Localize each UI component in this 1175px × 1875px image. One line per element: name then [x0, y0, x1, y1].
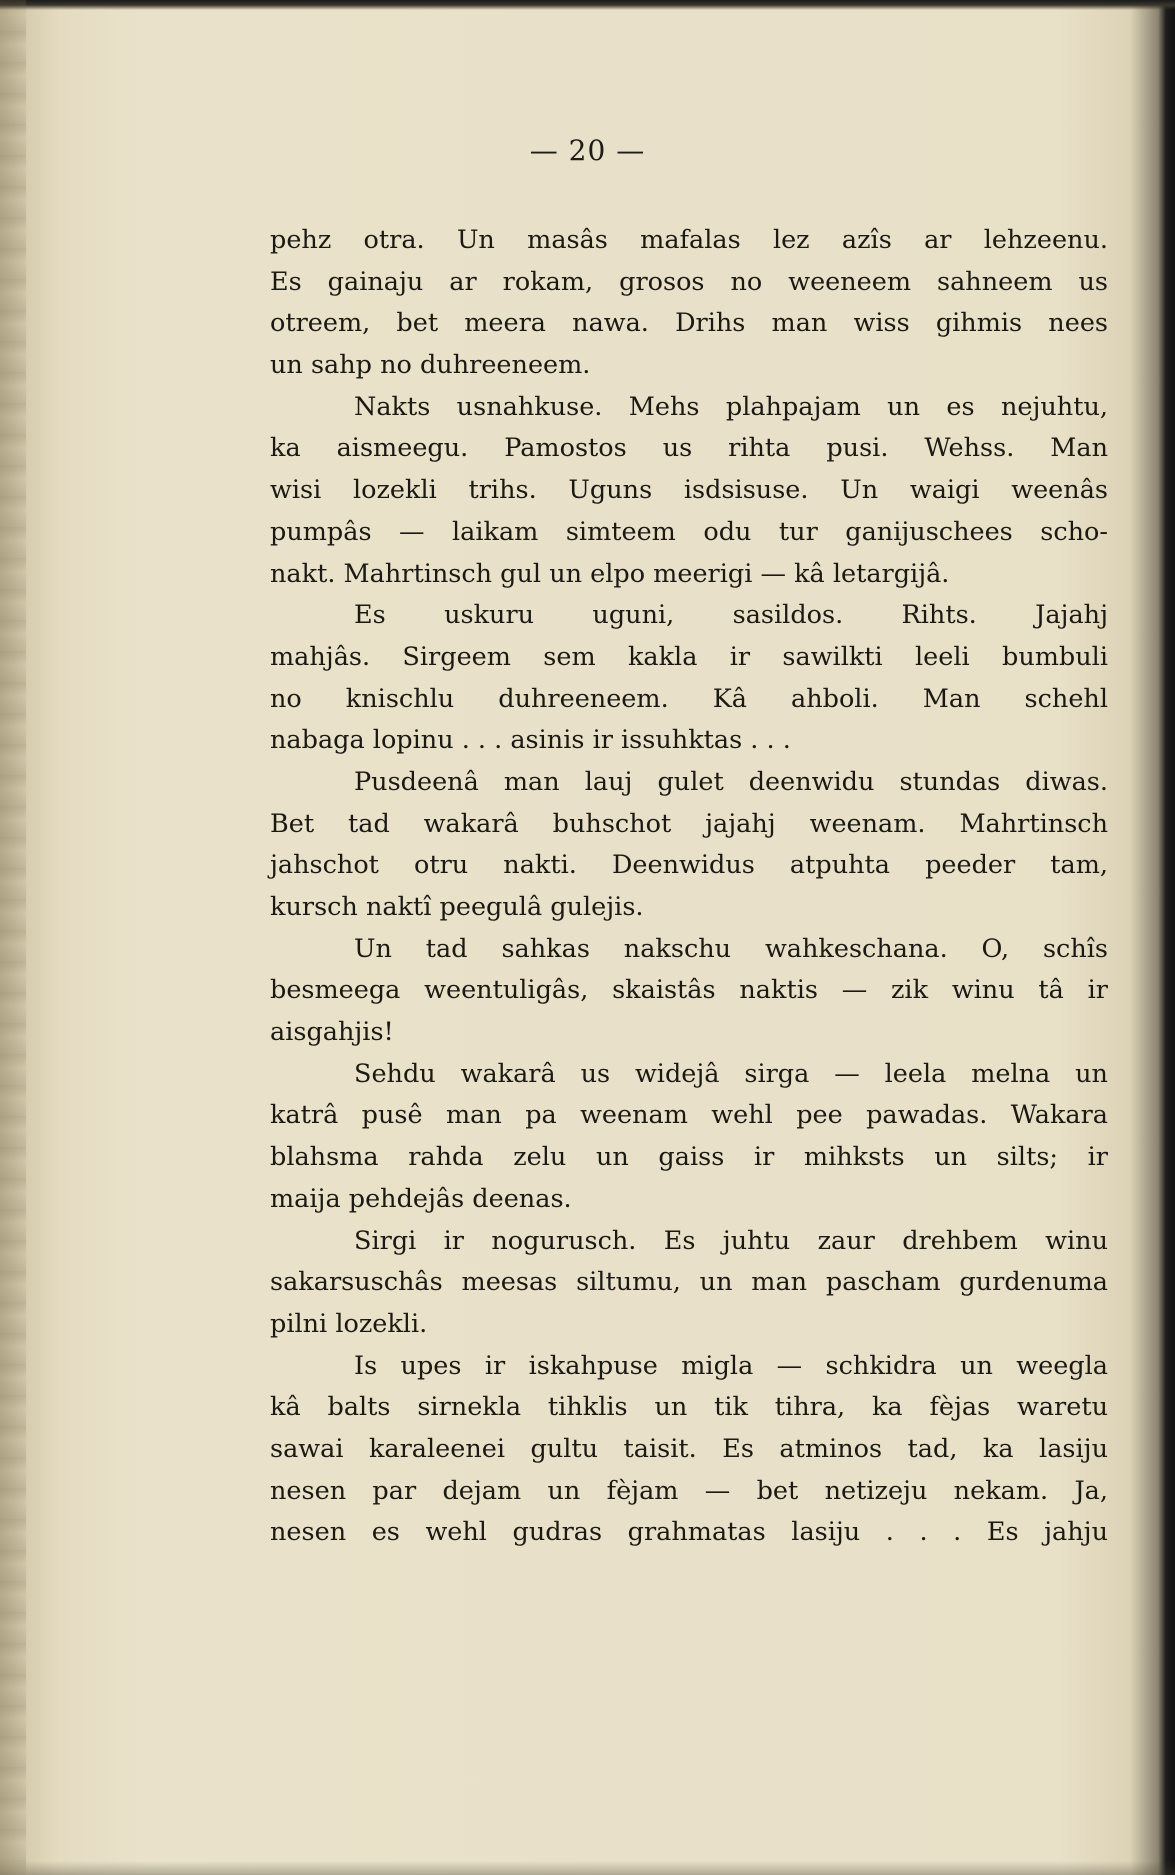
text-line: pilni lozekli.: [270, 1308, 428, 1339]
page-number: — 20 —: [529, 134, 646, 167]
text-line: Sehdu wakarâ us widejâ sirga — leela melna un: [354, 1058, 1108, 1089]
text-line: un sahp no duhreeneem.: [270, 350, 591, 381]
text-line: kursch naktî peegulâ gulejis.: [270, 892, 644, 922]
paragraph: [270, 220, 1108, 387]
paragraph: [270, 1054, 1108, 1221]
text-line: nabaga lopinu . . . asinis ir issuhktas . . .: [270, 725, 791, 756]
text-line: Es gainaju ar rokam, grosos no weeneem sahneem us: [270, 266, 1108, 297]
text-line: besmeega weentuligâs, skaistâs naktis — zik winu tâ ir: [270, 975, 1108, 1006]
paragraph: [270, 1346, 1108, 1554]
text-line: blahsma rahda zelu un gaiss ir mihksts un silts; ir: [270, 1142, 1108, 1173]
text-line: jahschot otru nakti. Deenwidus atpuhta peeder tam,: [270, 850, 1108, 881]
text-line: nakt. Mahrtinsch gul un elpo meerigi — kâ letargijâ.: [270, 558, 950, 589]
text-line: wisi lozekli trihs. Uguns isdsisuse. Un waigi weenâs: [270, 475, 1108, 506]
text-line: no knischlu duhreeneem. Kâ ahboli. Man schehl: [270, 683, 1108, 714]
body-text: [270, 220, 1108, 1554]
text-line: nesen par dejam un fèjam — bet netizeju nekam. Ja,: [270, 1475, 1108, 1506]
text-line: Nakts usnahkuse. Mehs plahpajam un es nejuhtu,: [354, 391, 1108, 422]
text-line: maija pehdejâs deenas.: [270, 1183, 572, 1214]
paragraph: [270, 1221, 1108, 1346]
text-line: sakarsuschâs meesas siltumu, un man pascham gurdenuma: [270, 1267, 1108, 1298]
paragraph: [270, 387, 1108, 595]
text-line: Bet tad wakarâ buhschot jajahj weenam. Mahrtinsch: [270, 808, 1108, 839]
text-line: pehz otra. Un masâs mafalas lez azîs ar lehzeenu.: [270, 225, 1108, 255]
text-line: aisgahjis!: [270, 1017, 394, 1048]
text-line: ka aismeegu. Pamostos us rihta pusi. Wehss. Man: [270, 433, 1108, 464]
paragraph: [270, 595, 1108, 762]
text-line: sawai karaleenei gultu taisit. Es atminos tad, ka lasiju: [270, 1433, 1108, 1464]
paragraph: [270, 762, 1108, 929]
text-line: Is upes ir iskahpuse migla — schkidra un weegla: [354, 1350, 1108, 1381]
page-bottom-shadow: [0, 1861, 1175, 1875]
page-left-wear: [0, 0, 26, 1875]
text-line: pumpâs — laikam simteem odu tur ganijuschees scho-: [270, 516, 1108, 547]
text-line: otreem, bet meera nawa. Drihs man wiss gihmis nees: [270, 308, 1108, 339]
text-line: Un tad sahkas nakschu wahkeschana. O, schîs: [354, 933, 1108, 964]
text-line: mahjâs. Sirgeem sem kakla ir sawilkti leeli bumbuli: [270, 641, 1108, 672]
text-line: nesen es wehl gudras grahmatas lasiju . . . Es jahju: [270, 1517, 1108, 1548]
text-line: Pusdeenâ man lauj gulet deenwidu stundas diwas.: [354, 766, 1108, 797]
page-top-shadow: [0, 0, 1175, 10]
paragraph: [270, 929, 1108, 1054]
text-line: katrâ pusê man pa weenam wehl pee pawadas. Wakara: [270, 1100, 1108, 1131]
text-line: Es uskuru uguni, sasildos. Rihts. Jajahj: [354, 600, 1108, 631]
text-line: kâ balts sirnekla tihklis un tik tihra, ka fèjas waretu: [270, 1392, 1108, 1423]
text-line: Sirgi ir nogurusch. Es juhtu zaur drehbem winu: [354, 1225, 1108, 1256]
